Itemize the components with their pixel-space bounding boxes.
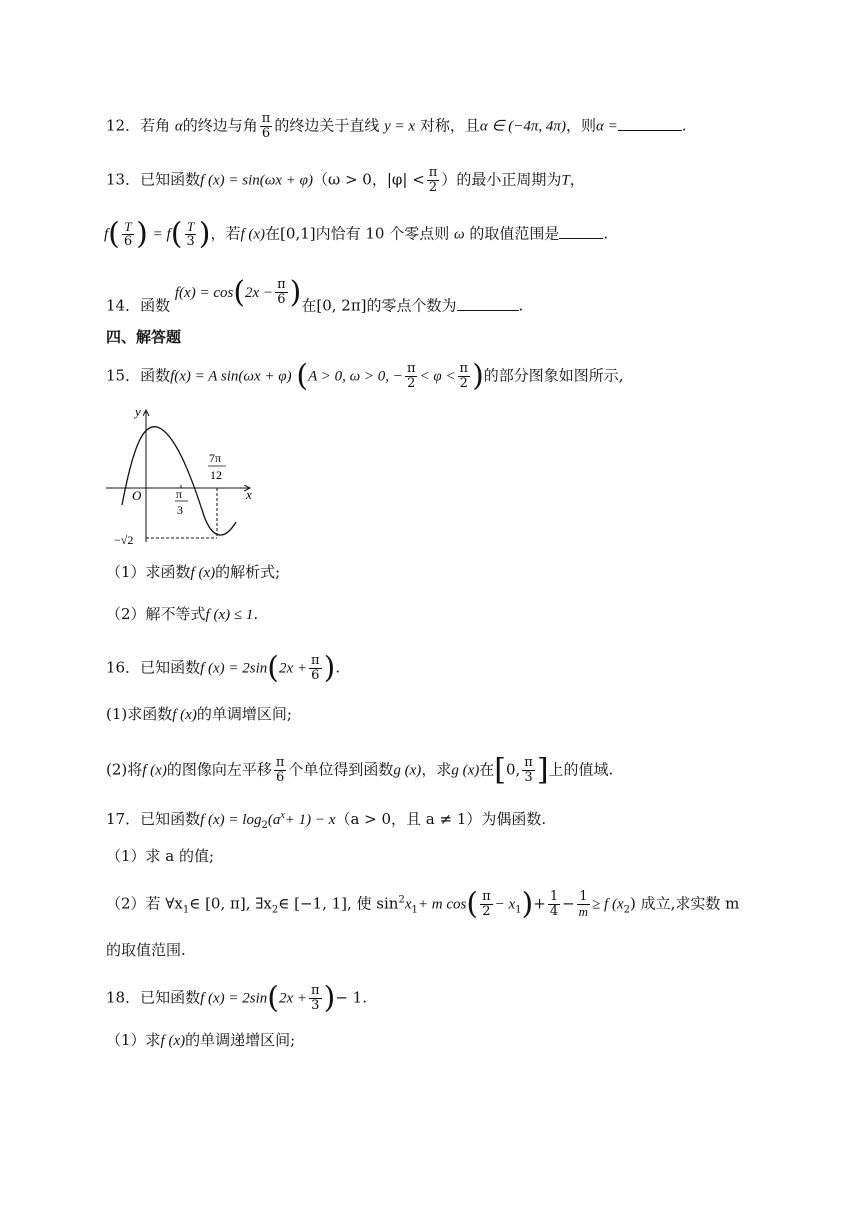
q16-p2-text-6: 上的值域.: [548, 760, 614, 779]
q17-number: 17．已知函数: [106, 810, 201, 828]
q12-line-eq: y = x: [384, 118, 416, 135]
q13-period: T: [561, 172, 570, 189]
q14-text-2: 的零点个数为: [366, 296, 457, 315]
q18-number: 18．已知函数: [106, 988, 201, 1007]
question-12: [106, 112, 687, 141]
q13-T6-den: 6: [123, 234, 133, 249]
q15-p1-fx: f (x): [190, 565, 216, 581]
q17-part-2: [106, 886, 740, 922]
q14-frac-num: π: [277, 277, 286, 292]
q13-interval: [0,1]: [280, 224, 316, 243]
q15-paren-close: ): [472, 358, 484, 394]
q13-omega: ω: [454, 226, 465, 243]
q17-p2-text-3: ∈ [−1, 1], 使 sin: [278, 894, 399, 913]
q16-p1-text: (1)求函数: [106, 705, 173, 723]
tick-7pi-num: 7π: [209, 451, 222, 465]
q18-fraction: [309, 984, 322, 1013]
q17-mcos: + m cos: [417, 896, 467, 913]
q14-end: .: [518, 296, 524, 315]
q17-sub-1: 1: [182, 904, 190, 916]
tick-pi-den: 3: [177, 503, 183, 517]
q16-p2-text-2: 的图像向左平移: [166, 760, 272, 779]
question-17: [106, 806, 546, 836]
q16-p2-text-4: ，求: [421, 760, 452, 779]
q12-condition: α ∈ (−4π, 4π): [479, 118, 566, 135]
q14-number: 14．函数: [106, 296, 171, 315]
q17-sq: 2: [398, 894, 405, 906]
q16-part-2: [106, 752, 614, 788]
q16-frac-den: 6: [311, 668, 320, 683]
q17-frac-pi2: [480, 890, 493, 919]
q13-frac-T3: [184, 220, 196, 249]
tick-7pi-den: 12: [210, 468, 222, 482]
q16-p2-text: (2)将: [106, 760, 143, 779]
q17-part-1: [106, 846, 214, 866]
q18-p1-text: （1）求: [106, 1031, 161, 1049]
q16-p2-frac-num: π: [275, 755, 285, 770]
q16-inner: 2x +: [279, 660, 308, 677]
q17-1m-num: 1: [579, 889, 588, 904]
q17-condition: （a > 0，且 a ≠ 1）为偶函数.: [335, 810, 547, 828]
q13-answer-blank: [559, 224, 603, 239]
q17-pi2-den: 2: [482, 904, 491, 919]
q13-text-5: 内恰有 10 个零点则: [315, 224, 450, 243]
q13-frac-num: π: [428, 165, 438, 180]
q12-alpha: α: [174, 118, 183, 135]
q15-frac-2: [458, 362, 471, 391]
q12-answer-label: α =: [595, 118, 618, 135]
q16-bracket-close: ]: [536, 752, 549, 788]
q17-part-2-cont: [106, 940, 186, 960]
q18-p1-text-2: 的单调递增区间;: [185, 1031, 296, 1049]
question-13-line-1: [106, 166, 585, 195]
q17-frac-1m: [577, 890, 590, 919]
q13-text-6: 的取值范围是: [469, 224, 560, 243]
q18-frac-num: π: [311, 983, 320, 998]
q13-paren-open-1: (: [108, 216, 120, 252]
q17-x1: x: [404, 896, 412, 913]
q17-log-base: 2: [261, 820, 268, 831]
q15-paren-open: (: [296, 358, 309, 394]
q17-paren-open: (: [466, 886, 479, 922]
q17-minus: −: [562, 894, 575, 913]
q12-text-5: ，则: [565, 116, 596, 135]
q13-text-1: 已知函数: [140, 170, 201, 189]
q15-frac2-num: π: [459, 361, 469, 376]
q15-lt: < φ <: [419, 368, 456, 385]
sine-graph: [100, 402, 270, 552]
q17-p2-text-2: ∈ [0, π], ∃x: [189, 894, 272, 913]
q13-text-4: 在: [265, 224, 281, 243]
q14-paren-open: (: [233, 274, 246, 310]
q13-text-2: ）的最小正周期为: [441, 170, 562, 189]
q13-f1: f: [104, 226, 109, 243]
q17-paren-close: ): [521, 886, 534, 922]
q16-function: f (x) = 2sin: [200, 660, 268, 677]
question-13-line-2: [104, 216, 609, 252]
q17-sub-4: 1: [515, 904, 522, 916]
q16-bracket-open: [: [494, 752, 506, 788]
q18-tail: − 1.: [335, 988, 367, 1007]
q17-quarter-num: 1: [549, 889, 559, 904]
q12-frac-den: 6: [261, 126, 271, 141]
q17-p1-text: （1）求 a 的值;: [106, 847, 215, 865]
q17-sub-5: 2: [623, 904, 630, 916]
q16-int-frac-num: π: [524, 755, 533, 770]
q13-paren-open-2: (: [170, 216, 183, 252]
q17-exponent: x: [280, 810, 285, 821]
q14-function: f(x) = cos: [174, 284, 234, 301]
q17-1m-den: m: [578, 904, 589, 919]
q16-p1-text-2: 的单调增区间;: [196, 705, 292, 723]
q15-text-1: 的部分图象如图所示,: [483, 366, 624, 385]
q16-p2-text-3: 个单位得到函数: [288, 760, 394, 779]
q14-answer-blank: [457, 296, 519, 311]
q16-end: .: [335, 658, 341, 677]
q13-condition: （ω > 0，|φ| <: [312, 170, 425, 189]
question-16: [106, 650, 341, 686]
q13-text-3: ，若: [210, 224, 241, 243]
min-value-label: −√2: [114, 533, 134, 547]
q16-p2-fx: f (x): [142, 762, 167, 779]
q16-p2-gx: g (x): [393, 762, 422, 779]
q14-inner: 2x −: [245, 284, 274, 301]
section-heading-answer: 四、解答题: [106, 328, 182, 346]
q17-sub-2: 2: [271, 904, 279, 916]
q15-function: f(x) = A sin(ωx + φ): [170, 368, 292, 385]
q15-frac-1: [405, 362, 418, 391]
q13-function: f (x) = sin(ωx + φ): [200, 172, 313, 189]
q15-p1-text: （1）求函数: [106, 563, 191, 581]
q13-paren-close-1: ): [136, 216, 148, 252]
q17-function: f (x) = log: [200, 812, 262, 828]
q15-condition: A > 0, ω > 0, −: [308, 368, 403, 385]
q15-part-2: [106, 604, 258, 625]
q13-paren-close-2: ): [198, 216, 211, 252]
q14-frac-den: 6: [277, 292, 286, 307]
q18-paren-close: ): [323, 980, 336, 1016]
q15-p2-text: （2）解不等式: [106, 605, 206, 623]
q14-text-1: 在: [301, 296, 317, 315]
q16-p2-fraction: [274, 756, 287, 785]
q12-answer-blank: [618, 116, 682, 131]
q12-text-2: 的终边与角: [182, 116, 258, 135]
q18-p1-fx: f (x): [160, 1033, 186, 1049]
q12-text-3: 的终边关于直线: [274, 116, 380, 135]
q18-function: f (x) = 2sin: [200, 990, 268, 1007]
q13-T6-num: T: [124, 219, 132, 234]
q16-interval-fraction: [522, 756, 535, 785]
q16-p2-text-5: 在: [479, 760, 495, 779]
q18-paren-open: (: [267, 980, 280, 1016]
q17-arg-2: + 1) − x: [284, 812, 336, 828]
q15-p2-ineq: f (x) ≤ 1: [205, 607, 254, 623]
q13-fx: f (x): [240, 226, 266, 243]
q15-frac2-den: 2: [459, 376, 468, 391]
q16-interval-start: 0,: [505, 760, 521, 779]
q17-plus: +: [533, 894, 546, 913]
q18-part-1: [106, 1030, 295, 1051]
q16-paren-close: ): [323, 650, 336, 686]
q12-text-1: 若角: [140, 116, 171, 135]
q17-geq: ≥ f (x: [592, 896, 624, 913]
q18-inner: 2x +: [279, 990, 308, 1007]
q16-p2-gx-2: g (x): [451, 762, 480, 779]
q16-frac-num: π: [311, 653, 320, 668]
tick-pi-num: π: [176, 487, 183, 501]
q18-frac-den: 3: [311, 998, 320, 1013]
q12-frac-num: π: [261, 111, 271, 126]
q12-end: .: [681, 116, 687, 135]
q16-part-1: [106, 704, 292, 725]
q13-frac-T6: [122, 220, 134, 249]
q12-fraction: [260, 112, 273, 141]
q13-fraction: [427, 166, 440, 195]
q15-frac1-den: 2: [407, 376, 416, 391]
q14-interval: [0, 2π]: [316, 296, 367, 315]
q16-p1-fx: f (x): [172, 707, 197, 723]
q16-number: 16．已知函数: [106, 658, 201, 677]
question-14: [106, 274, 524, 321]
question-18: [106, 980, 367, 1016]
q12-text-4: 对称，且: [419, 116, 480, 135]
q17-pi2-num: π: [482, 889, 491, 904]
q16-fraction: [309, 654, 322, 683]
q15-part-1: [106, 562, 280, 583]
q17-quarter-den: 4: [549, 904, 559, 919]
x-axis-label: x: [246, 487, 252, 502]
q12-number: 12．: [106, 116, 141, 135]
q13-end: .: [603, 224, 609, 243]
q15-number: 15．函数: [106, 366, 171, 385]
q17-p3-text: 的取值范围.: [106, 941, 186, 959]
q13-T3-den: 3: [186, 234, 195, 249]
q16-p2-frac-den: 6: [275, 770, 285, 785]
q17-p2-text-4: ) 成立,求实数 m: [630, 894, 740, 913]
q17-p2-text: （2）若 ∀x: [106, 894, 183, 913]
q14-paren-close: ): [289, 274, 302, 310]
q13-number: 13．: [106, 170, 141, 189]
q17-sub-3: 1: [411, 904, 418, 916]
q13-frac-den: 2: [428, 180, 438, 195]
q13-comma: ，: [569, 170, 585, 189]
q17-frac-quarter: [548, 890, 560, 919]
q15-p2-end: .: [253, 605, 259, 623]
q16-paren-open: (: [267, 650, 280, 686]
q17-minus-x: − x: [494, 896, 516, 913]
q16-int-frac-den: 3: [524, 770, 533, 785]
question-15: [106, 358, 624, 394]
y-axis-label: y: [135, 404, 141, 419]
origin-label: O: [132, 488, 142, 503]
q15-p1-text-2: 的解析式;: [215, 563, 281, 581]
q13-T3-num: T: [186, 219, 195, 234]
q13-eq: = f: [152, 226, 171, 243]
q15-frac1-num: π: [406, 361, 416, 376]
q17-arg: (a: [267, 812, 281, 828]
q14-fraction: [275, 278, 288, 307]
